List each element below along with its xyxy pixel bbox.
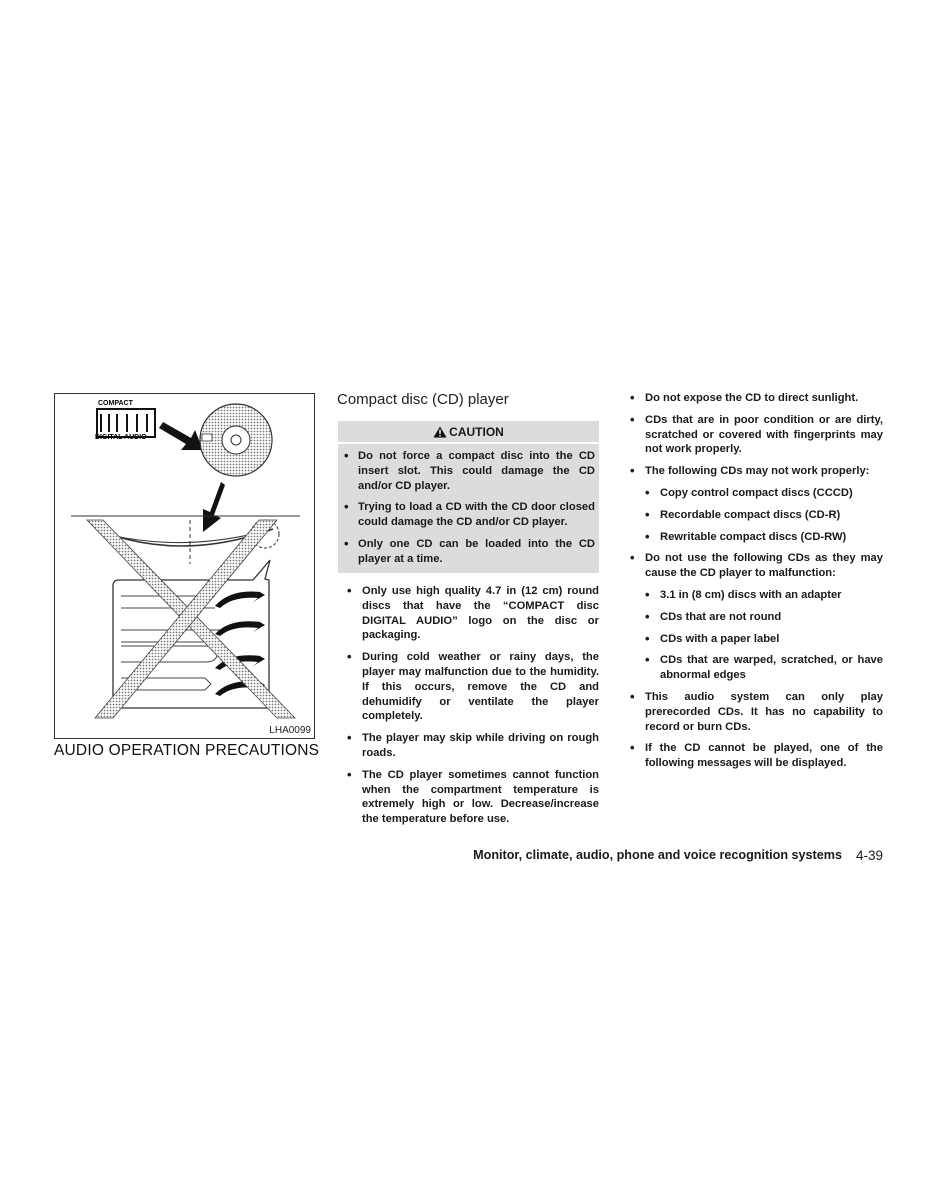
list-item: • The CD player sometimes cannot function when the compartment temperature is extremely high or low. Decrease/increase the temperature before use. — [345, 768, 599, 827]
list-item: • If the CD cannot be played, one of the following messages will be displayed. — [628, 741, 883, 771]
svg-text:DIGITAL AUDIO: DIGITAL AUDIO — [95, 434, 147, 441]
caution-item: • Do not force a compact disc into the CD insert slot. This could damage the CD and/or CD player. — [342, 449, 595, 493]
list-item: • The following CDs may not work properly: • Copy control compact discs (CCCD) • Recordable compact discs (CD-R) • Rewritable compact discs (CD-RW) — [628, 464, 883, 544]
sub-list-item: • 3.1 in (8 cm) discs with an adapter — [643, 588, 883, 603]
page-number: 4-39 — [855, 848, 883, 863]
list-item: • CDs that are in poor condition or are dirty, scratched or covered with fingerprints may not work properly. — [628, 413, 883, 457]
sub-list-item: • CDs with a paper label — [643, 632, 883, 647]
compact-disc-logo — [95, 400, 155, 441]
list-item: • The player may skip while driving on rough roads. — [345, 731, 599, 761]
cd-insertion-illustration — [54, 393, 315, 739]
caution-label: CAUTION — [449, 424, 504, 439]
middle-column — [345, 584, 599, 834]
caution-item: • Only one CD can be loaded into the CD player at a time. — [342, 537, 595, 567]
figure-code: LHA0099 — [269, 725, 311, 736]
list-item: • Only use high quality 4.7 in (12 cm) round discs that have the “COMPACT disc DIGITAL AUDIO” logo on the disc or packaging. — [345, 584, 599, 643]
sub-list-item: • CDs that are not round — [643, 610, 883, 625]
sub-list-item: • Recordable compact discs (CD-R) — [643, 508, 883, 523]
right-column — [628, 391, 883, 778]
caution-box — [338, 421, 599, 573]
section-title: AUDIO OPERATION PRECAUTIONS — [54, 742, 320, 759]
caution-heading — [338, 421, 599, 444]
list-item: • During cold weather or rainy days, the player may malfunction due to the humidity. If this occurs, remove the CD and dehumidify or ventilate the player completely. — [345, 650, 599, 724]
cd-disc-icon — [200, 404, 272, 476]
caution-item: • Trying to load a CD with the CD door closed could damage the CD and/or CD player. — [342, 500, 595, 530]
sub-list-item: • Rewritable compact discs (CD-RW) — [643, 530, 883, 545]
sub-list-item: • CDs that are warped, scratched, or have abnormal edges — [643, 653, 883, 683]
sub-title: Compact disc (CD) player — [337, 391, 509, 408]
footer-chapter-title: Monitor, climate, audio, phone and voice recognition systems — [473, 848, 842, 862]
list-item: • Do not expose the CD to direct sunlight. — [628, 391, 883, 406]
svg-text:COMPACT: COMPACT — [98, 400, 133, 407]
page-footer — [440, 848, 883, 863]
warning-icon — [433, 426, 447, 438]
list-item: • Do not use the following CDs as they may cause the CD player to malfunction: • 3.1 in (8 cm) discs with an adapter • CDs that are not round • CDs with a paper label • CDs that are warped, scratched, or have abnormal edges — [628, 551, 883, 683]
cd-illustration-drawing — [55, 394, 314, 738]
sub-list-item: • Copy control compact discs (CCCD) — [643, 486, 883, 501]
list-item: • This audio system can only play prerecorded CDs. It has no capability to record or burn CDs. — [628, 690, 883, 734]
